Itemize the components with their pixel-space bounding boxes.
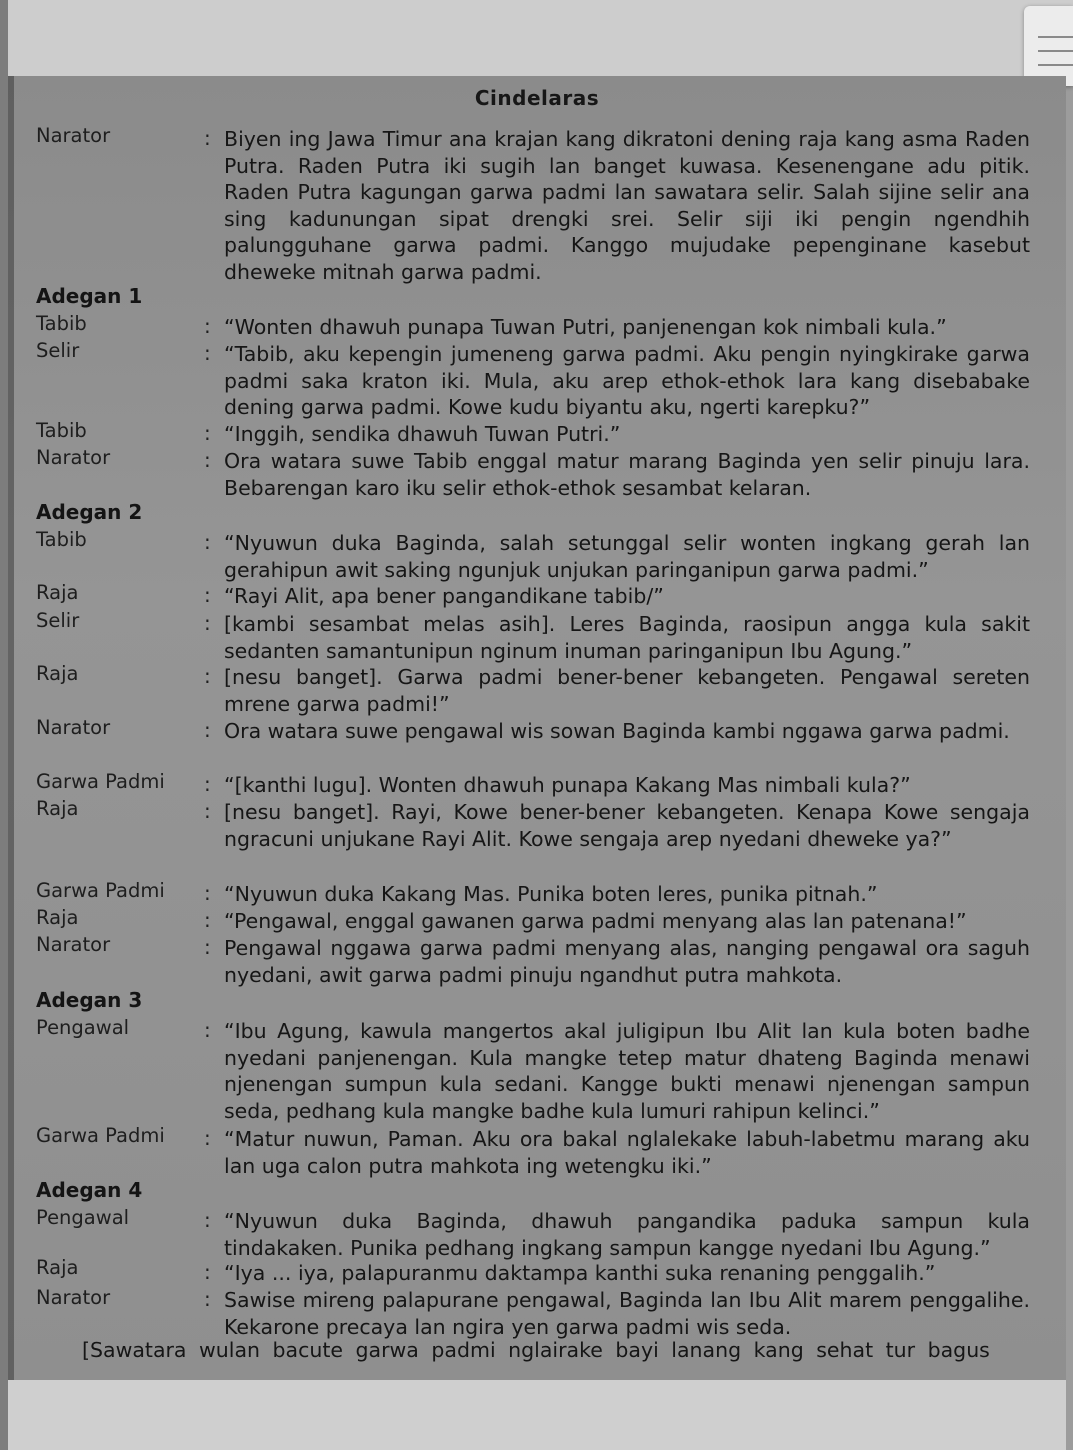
dialogue-text: Ora watara suwe Tabib enggal matur marang Baginda yen selir pinuju lara. Bebarengan karo iku selir ethok-ethok sesambat kelaran. (224, 449, 1030, 500)
speaker-label: Tabib (36, 528, 87, 551)
page-shadow-edge (8, 76, 14, 1380)
dialogue-text: “Iya ... iya, palapuranmu daktampa kanthi suka renaning penggalih.” (224, 1261, 936, 1285)
dialogue-text: “Rayi Alit, apa bener pangandikane tabib/” (224, 584, 664, 608)
scene-heading: Adegan 1 (36, 284, 143, 308)
colon: : (204, 1208, 211, 1232)
dialogue-text: “Nyuwun duka Baginda, dhawuh pangandika paduka sampun kula tindakaken. Punika pedhang ingkang sampun kangge nyedani Ibu Agung.” (224, 1209, 1030, 1260)
colon: : (204, 718, 211, 742)
speaker-label: Selir (36, 609, 80, 632)
document-title: Cindelaras (474, 86, 600, 110)
viewer-top-bar (0, 0, 1073, 76)
speaker-label: Tabib (36, 419, 87, 442)
colon: : (204, 530, 211, 554)
scene-heading: Adegan 4 (36, 1178, 143, 1202)
dialogue-text: “Nyuwun duka Baginda, salah setunggal selir wonten ingkang gerah lan gerahipun awit saking ngunjuk unjukan paringanipun garwa padmi.” (224, 531, 1030, 582)
dialogue-text: [nesu banget]. Rayi, Kowe bener-bener kebangeten. Kenapa Kowe sengaja ngracuni unjukane Rayi Alit. Kowe sengaja arep nyedani dheweke ya?” (224, 800, 1030, 851)
speaker-label: Pengawal (36, 1016, 130, 1039)
speaker-label: Garwa Padmi (36, 1124, 165, 1147)
colon: : (204, 341, 211, 365)
dialogue-text: “Ibu Agung, kawula mangertos akal juligipun Ibu Alit lan kula boten badhe nyedani panjenengan. Kula mangke tetep matur dhateng Baginda menawi njenengan sumpun kula sedani. Kangge bukti menawi njenengan sampun seda, pedhang kula mangke badhe kula lumuri rahipun kelinci.” (224, 1019, 1030, 1123)
closing-stage-direction: [Sawatara wulan bacute garwa padmi nglairake bayi lanang kang sehat tur bagus (82, 1338, 990, 1362)
colon: : (204, 664, 211, 688)
scene-heading: Adegan 3 (36, 988, 143, 1012)
viewer-left-edge (0, 0, 8, 1450)
colon: : (204, 448, 211, 472)
speaker-label: Raja (36, 662, 79, 685)
colon: : (204, 799, 211, 823)
colon: : (204, 583, 211, 607)
speaker-label: Raja (36, 797, 79, 820)
dialogue-text: Ora watara suwe pengawal wis sowan Baginda kambi nggawa garwa padmi. (224, 719, 1010, 743)
dialogue-text: Pengawal nggawa garwa padmi menyang alas, nanging pengawal ora saguh nyedani, awit garwa padmi pinuju ngandhut putra mahkota. (224, 936, 1030, 987)
speaker-label: Tabib (36, 312, 87, 335)
colon: : (204, 1287, 211, 1311)
speaker-label: Selir (36, 339, 80, 362)
colon: : (204, 772, 211, 796)
dialogue-text: Sawise mireng palapurane pengawal, Baginda lan Ibu Alit marem penggalihe. Kekarone precaya lan ngira yen garwa padmi wis seda. (224, 1288, 1030, 1339)
speaker-label: Narator (36, 446, 111, 469)
colon: : (204, 1018, 211, 1042)
speaker-label: Narator (36, 1286, 111, 1309)
colon: : (204, 908, 211, 932)
dialogue-text: “[kanthi lugu]. Wonten dhawuh punapa Kakang Mas nimbali kula?” (224, 773, 911, 797)
colon: : (204, 935, 211, 959)
dialogue-text: “Matur nuwun, Paman. Aku ora bakal nglalekake labuh-labetmu marang aku lan uga calon putra mahkota ing wetengku iki.” (224, 1127, 1030, 1178)
colon: : (204, 1260, 211, 1284)
document-page (8, 76, 1066, 1380)
dialogue-text: “Inggih, sendika dhawuh Tuwan Putri.” (224, 422, 621, 446)
hamburger-menu-icon[interactable] (1024, 6, 1073, 86)
dialogue-text: “Nyuwun duka Kakang Mas. Punika boten leres, punika pitnah.” (224, 882, 878, 906)
dialogue-text: [kambi sesambat melas asih]. Leres Baginda, raosipun angga kula sakit sedanten samantunipun nginum inuman paringanipun Ibu Agung.” (224, 612, 1030, 663)
speaker-label: Narator (36, 716, 111, 739)
speaker-label: Narator (36, 933, 111, 956)
dialogue-text: “Wonten dhawuh punapa Tuwan Putri, panjenengan kok nimbali kula.” (224, 315, 947, 339)
speaker-label: Garwa Padmi (36, 879, 165, 902)
speaker-label: Raja (36, 1256, 79, 1279)
viewer-bottom-bar (8, 1380, 1066, 1450)
speaker-label: Narator (36, 124, 111, 147)
speaker-label: Garwa Padmi (36, 770, 165, 793)
dialogue-text: “Pengawal, enggal gawanen garwa padmi menyang alas lan patenana!” (224, 909, 967, 933)
scene-heading: Adegan 2 (36, 500, 143, 524)
colon: : (204, 611, 211, 635)
dialogue-text: [nesu banget]. Garwa padmi bener-bener kebangeten. Pengawal sereten mrene garwa padmi!” (224, 665, 1030, 716)
speaker-label: Raja (36, 906, 79, 929)
colon: : (204, 314, 211, 338)
colon: : (204, 881, 211, 905)
speaker-label: Raja (36, 581, 79, 604)
dialogue-text: “Tabib, aku kepengin jumeneng garwa padmi. Aku pengin nyingkirake garwa padmi saka kraton iki. Mula, aku arep ethok-ethok lara kang disebabake dening garwa padmi. Kowe kudu biyantu aku, ngerti karepku?” (224, 342, 1030, 419)
speaker-label: Pengawal (36, 1206, 130, 1229)
colon: : (204, 421, 211, 445)
colon: : (204, 126, 211, 150)
dialogue-text: Biyen ing Jawa Timur ana krajan kang dikratoni dening raja kang asma Raden Putra. Raden Putra iki sugih lan banget kuwasa. Kesenengane adu pitik. Raden Putra kagungan garwa padmi lan sawatara selir. Salah sijine selir ana sing kadunungan sipat drengki srei. Selir siji iki pengin ngendhih palungguhane garwa padmi. Kanggo mujudake pepenginane kasebut dheweke mitnah garwa padmi. (224, 127, 1030, 284)
colon: : (204, 1126, 211, 1150)
